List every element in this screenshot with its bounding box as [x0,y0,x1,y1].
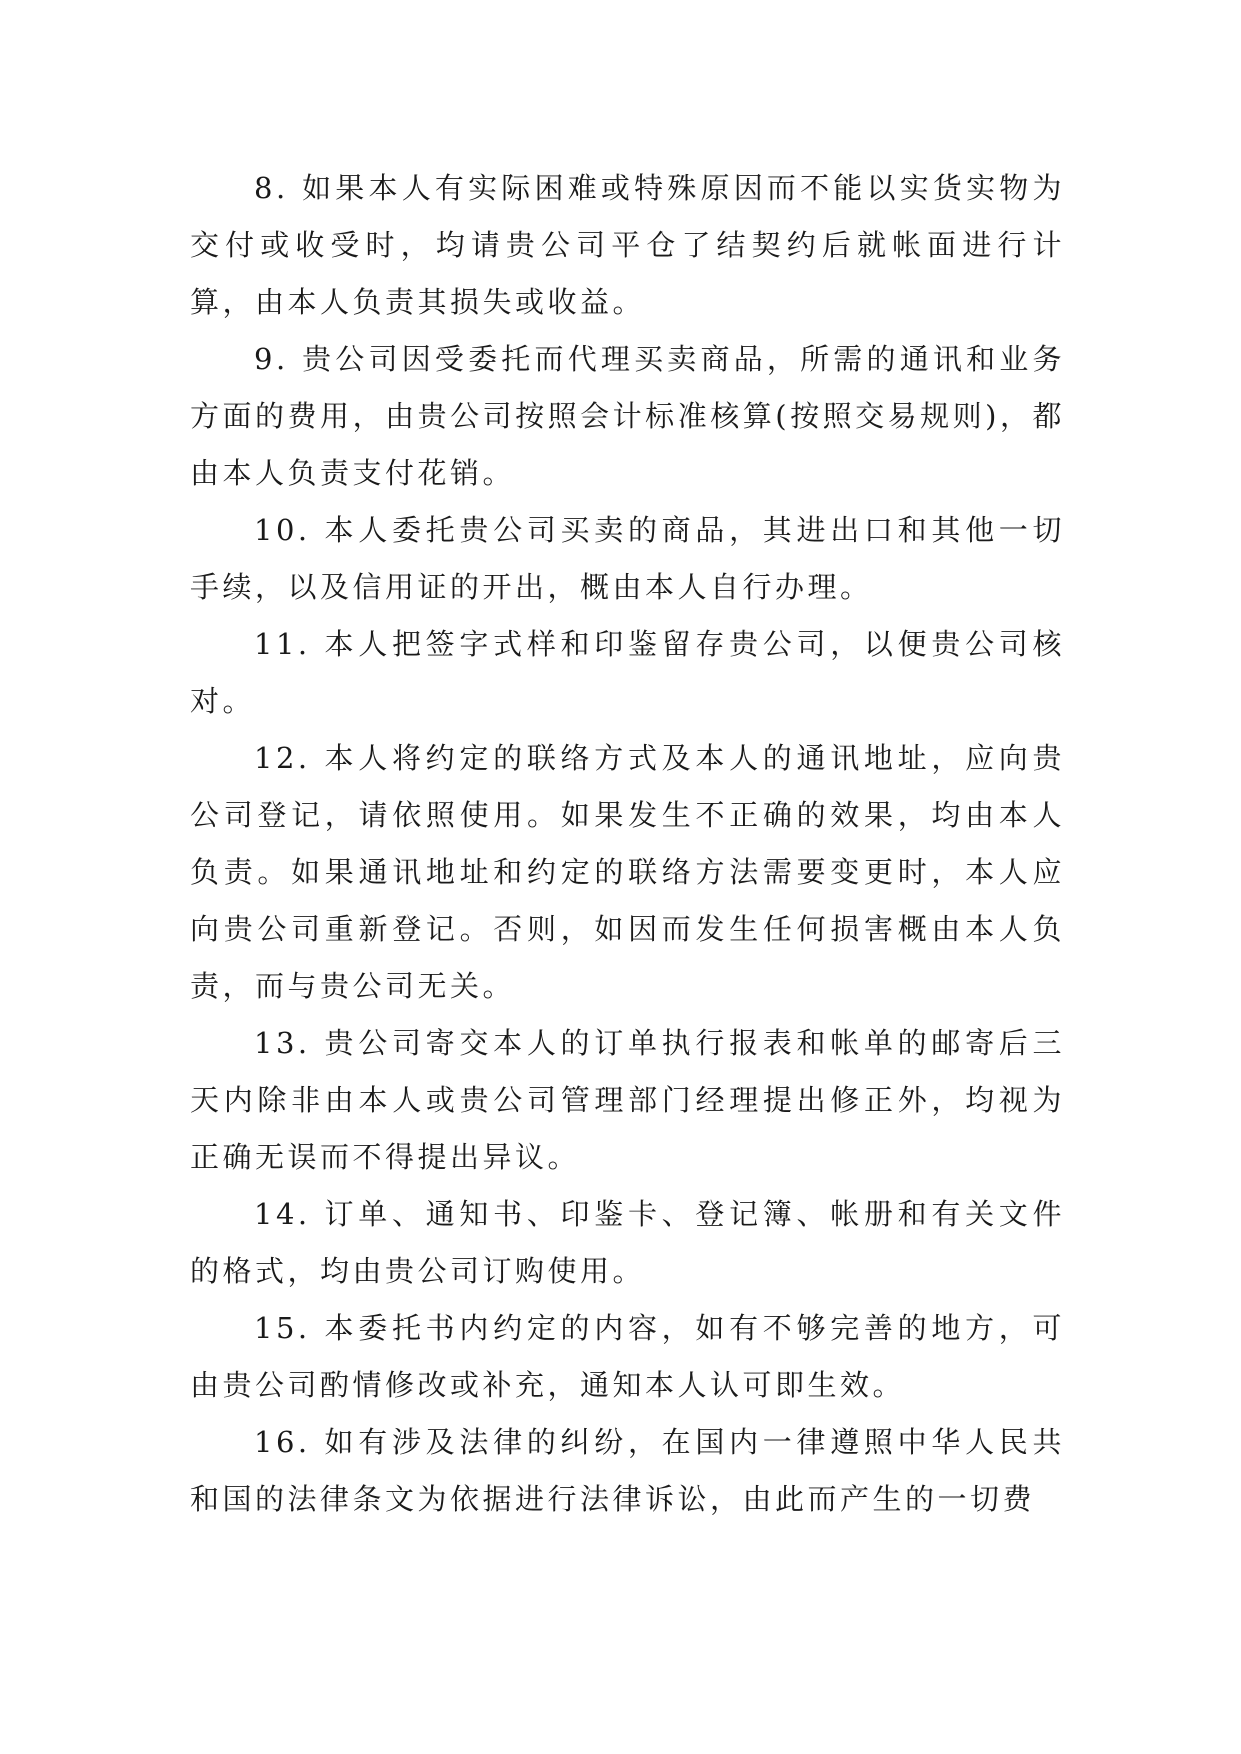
clause-14: 14. 订单、通知书、印鉴卡、登记簿、帐册和有关文件的格式，均由贵公司订购使用。 [190,1197,1065,1288]
clause-9: 9. 贵公司因受委托而代理买卖商品，所需的通讯和业务方面的费用，由贵公司按照会计标准核算(按照交易规则)，都由本人负责支付花销。 [190,342,1065,490]
clause-15: 15. 本委托书内约定的内容，如有不够完善的地方，可由贵公司酌情修改或补充，通知本人认可即生效。 [190,1311,1065,1402]
clause-8: 8. 如果本人有实际困难或特殊原因而不能以实货实物为交付或收受时，均请贵公司平仓了结契约后就帐面进行计算，由本人负责其损失或收益。 [190,171,1065,319]
clause-11: 11. 本人把签字式样和印鉴留存贵公司，以便贵公司核对。 [190,627,1065,718]
clause-13: 13. 贵公司寄交本人的订单执行报表和帐单的邮寄后三天内除非由本人或贵公司管理部门经理提出修正外，均视为正确无误而不得提出异议。 [190,1026,1065,1174]
clause-16: 16. 如有涉及法律的纠纷，在国内一律遵照中华人民共和国的法律条文为依据进行法律诉讼，由此而产生的一切费 [190,1425,1065,1516]
clause-12: 12. 本人将约定的联络方式及本人的通讯地址，应向贵公司登记，请依照使用。如果发生不正确的效果，均由本人负责。如果通讯地址和约定的联络方法需要变更时，本人应向贵公司重新登记。否则，如因而发生任何损害概由本人负责，而与贵公司无关。 [190,741,1065,1003]
clause-10: 10. 本人委托贵公司买卖的商品，其进出口和其他一切手续，以及信用证的开出，概由本人自行办理。 [190,513,1065,604]
document-body [190,160,1065,1528]
